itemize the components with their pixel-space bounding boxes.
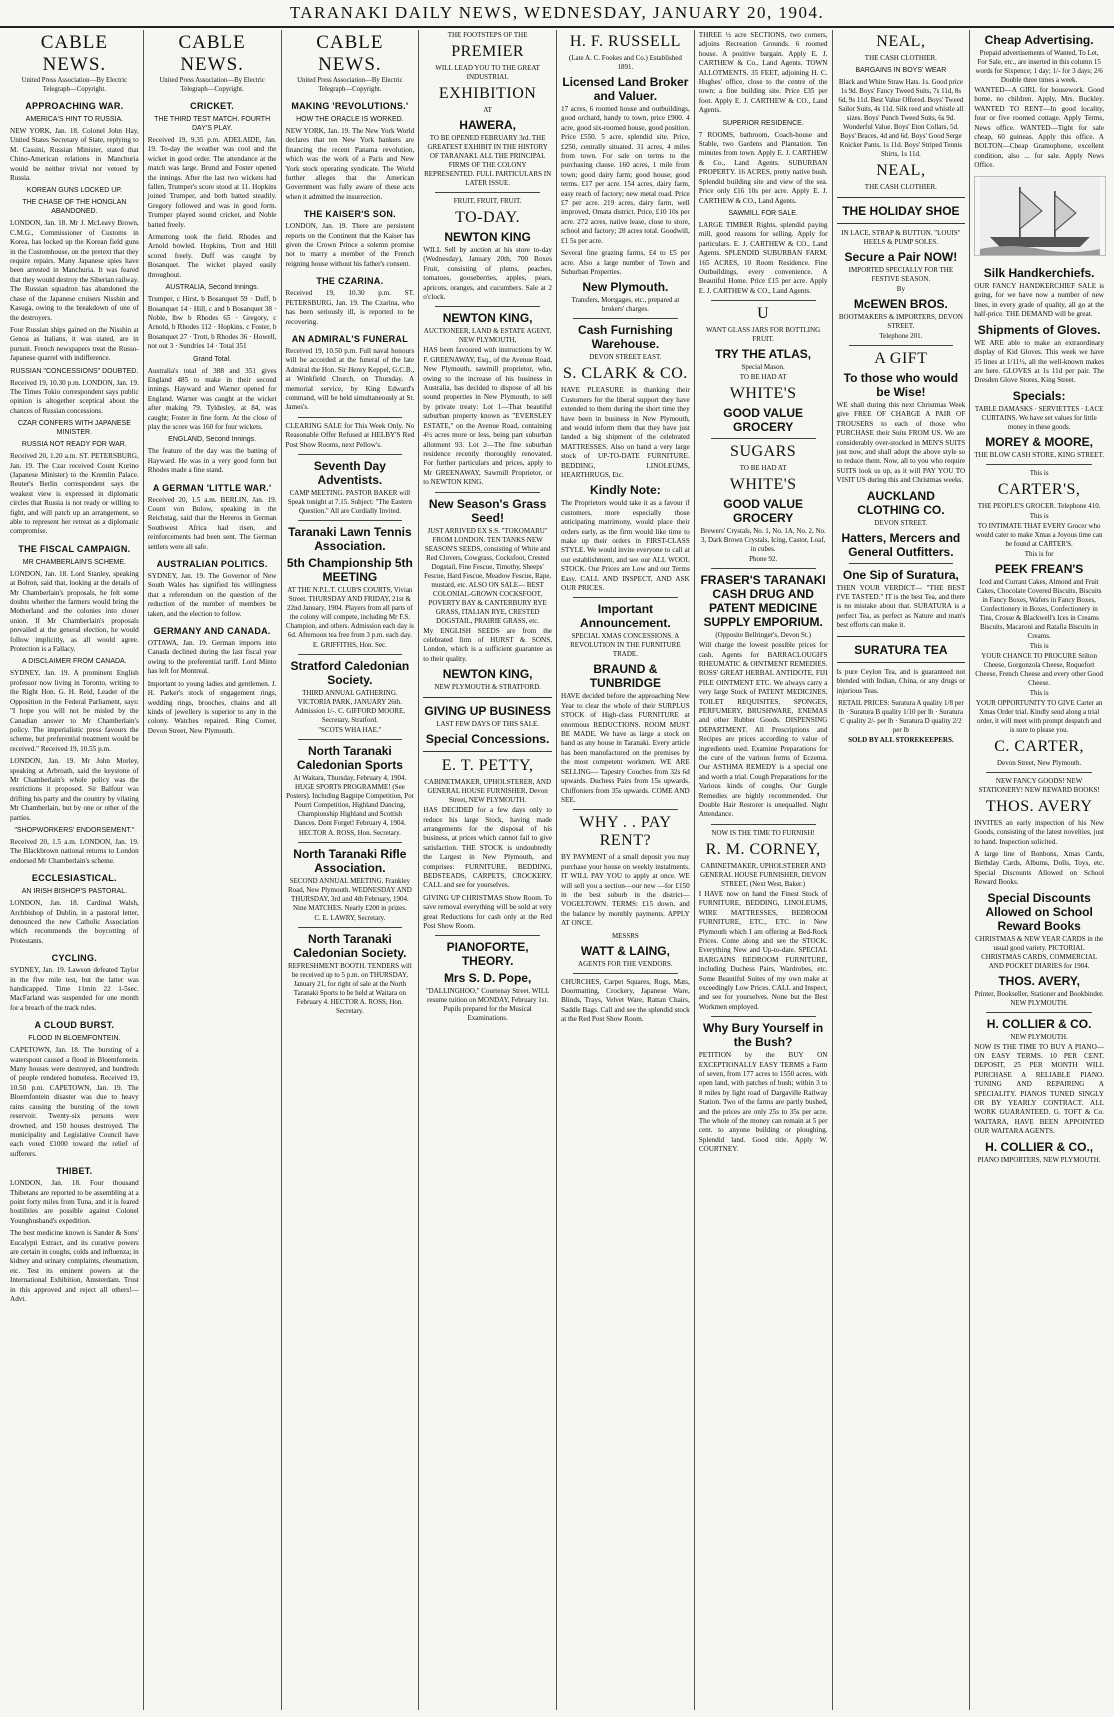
ad-body: Iced and Currant Cakes, Almond and Fruit Cakes, Chocolate Covered Biscuits, Biscuits in Fancy Boxes, Wafers in Fancy Boxes, Confectionery in Boxes, Confectionery in Tins, Crosse & Blackwell's Ices in Creams Biscuits, Macaroni and Ratafia Biscuits in Creams. [976,577,1102,640]
ad-body: BY PAYMENT of a small deposit you may purchase your house on weekly instalments. IT WILL PAY YOU to apply at once. WE will sell you a section—our new —for £150 in the best suburb in the district—VOGELTOWN. TERMS: £15 down, and the balance by monthly payments. APPLY AT ONCE. [561,853,690,928]
ad-tagline: "SCOTS WHA HAE." [318,725,382,734]
ad-body: 17 acres, 6 roomed house and outbuildings, good orchard, handy to town, price £900. 4 acre, good six-roomed house, good position. Price £550. 5 acre, splendid site. Price, £250, centrally situated. 31 acres, 4 miles from town. For sale on terms to the purchasing clause. 160 acres, 1 mile from town; good dairy farm; good house; good terms. £17 per acre. 154 acres, dairy farm, easy reach of factory; new metal road. Price £7 per acre. 219 acres, dairy farm, well improved, Omata district. Price, £10 10s per acre. 272 acres, native lease, close to store, school and factory; 28 acres total. Goodwill, £1 5s per acre. [561,105,690,245]
ad-title: New Season's Grass Seed! [428,496,547,525]
divider [298,654,403,655]
ad-title: North Taranaki Caledonian Society. [293,931,407,960]
ad-subtitle: THE PEOPLE'S GROCER. Telephone 410. [977,501,1101,510]
ad-title: WATT & LAING, [580,943,670,958]
ad-signature: C. E. LAWRY, Secretary. [314,913,386,922]
ad-title: H. F. RUSSELL [569,33,681,50]
ad-signature: E. GRIFFITHS, Hon. Sec. [312,640,387,649]
ad-footer: SOLD BY ALL STOREKEEPERS. [848,735,954,744]
ad-title: Cash Furnishing Warehouse. [578,323,673,352]
ad-subtitle: DEVON STREET. [874,518,928,527]
ad-body: TO INTIMATE THAT EVERY Grocer who would cater to make Xmas a Joyous time can be found at CARTER'S. [975,521,1103,548]
ad-kicker: This is [1029,468,1049,477]
column-8 [970,30,1108,1710]
divider [435,192,540,193]
section-heading: CYCLING. [51,953,98,964]
ad-title: Stratford Caledonian Society. [290,658,410,687]
ad-body: JUST ARRIVED EX S.S. "TOKOMARU" FROM LONDON. TEN TANKS NEW SEASON'S SEEDS, consisting of White and Red Clovers, Cowgrass, Cocksfoot, Crested Dogstail, Fine Fescue, Timothy, Sheeps' Fescue, Hard Fescue, Meadow Fescue, Rape, mustard, etc. ALSO ON SALE— BEST COLONIAL-GROWN COCKSFOOT, POVERTY BAY & CANTERBURY RYE GRASS, ITALIAN RYE, CRESTED DOGSTAIL, PRAIRIE GRASS, etc. [424,526,552,625]
ad-body: SPECIAL XMAS CONCESSIONS. A REVOLUTION IN THE FURNITURE TRADE. [570,632,681,659]
section-heading: MAKING 'REVOLUTIONS.' [291,101,409,111]
divider [573,973,678,974]
kicker: AUSTRALIA, Second Innings. [165,284,259,292]
article-paragraph: SYDNEY, Jan. 19. The Governor of New South Wales has signified his willingness that a referendum on the question of the reduction of the number of members be taken, and the election to follow. [147,572,277,618]
ad-body: WE shall during this next Christmas Week give FREE OF CHARGE A PAIR OF TROUSERS to each of those who PURCHASE their Suits FROM US. We are considerably over-stocked in MEN'S SUITS just now, and shall adopt the above style so to reduce them. Now, all to you who require SUITS look us up, as it will PAY YOU TO VISIT US during this and Christmas weeks. [836,401,966,485]
ad-body: At Waitara, Thursday, February 4, 1904. HUGE SPORTS PROGRAMME! (See Posters). Including Bagpipe Competition, Pot Pourri Competition, Highland Dancing, Championship Highland and Scottish Dances. Dont Forget! February 4, 1904. [286,773,414,827]
ad-subtitle: BOOTMAKERS & IMPORTERS, DEVON STREET. [838,313,963,330]
ad-subtitle: Printer, Bookseller, Stationer and Bookbinder. NEW PLYMOUTH. [974,989,1104,1007]
divider [711,824,816,825]
ad-title: NEWTON KING [444,230,531,244]
ad-title: C. CARTER, [994,737,1085,755]
ad-body: The Proprietors would take it as a favour if customers, more especially those anticipating matrimony, would place their orders early, as the firm would like time to make up their orders in FIRST-CLASS STYLE. We would invite everyone to call at our establishment, and see our ALL WOOL STOCK. Our Prices are Low and our Terms Easy. CALL AND INSPECT, AND ASK OUR PRICES. [561,499,690,593]
section-heading: A CLOUD BURST. [34,1020,115,1031]
ad-body: AT [483,106,492,114]
ad-subtitle: (Opposite Bellringer's, Devon St.) [715,631,811,640]
article-paragraph: Four Russian ships gained on the Nisshin at Genoa as Italians, it was stated, are in pursuit. French newspapers treat the Russo-Japanese quarrel with indifference. [10,325,139,363]
ad-body: YOUR CHANCE TO PROCURE Stilton Cheese, Gorgonzola Cheese, Roquefort Cheese, French Cheese and every other Good Cheese. [975,651,1103,687]
ad-body: TO BE HAD AT [739,464,787,473]
ad-body: THEN YOUR VERDICT— "THE BEST I'VE TASTED." IT is the best Tea, and there is no mistake about that. SURATURA is a perfect Tea, as perfect as Nature and man's best efforts can make it. [836,583,966,630]
ad-tagline: GOOD VALUE GROCERY [723,497,804,526]
article-paragraph: Received 20, 1.5 a.m. LONDON, Jan. 19. The Blackbrown national returns to London endorsed Mr Chamberlain's scheme. [10,837,139,865]
ad-title: H. COLLIER & CO. [986,1016,1092,1031]
ad-title: TO-DAY. [455,209,521,226]
ad-kicker: This is for [1024,549,1054,558]
article-paragraph: LONDON, Jan. 18. Cardinal Walsh, Archbishop of Dublin, in a pastoral letter, denounced the new Catholic Association which recommends the boycotting of Protestants. [10,899,139,945]
ad-body: By [896,285,905,293]
ad-subtitle: DEVON STREET EAST. [589,353,662,362]
ad-title: H. COLLIER & CO., [985,1139,1094,1154]
ad-title: GIVING UP BUSINESS [424,704,551,719]
divider [435,935,540,936]
divider [298,927,403,928]
ad-body: Is pure Ceylon Tea, and is guaranteed not blended with Indian, China, or any drugs or injurious Teas. [836,667,966,695]
ad-title: North Taranaki Caledonian Sports [296,743,403,772]
ad-title: WHITE'S [729,385,797,403]
ad-title: North Taranaki Rifle Association. [293,846,407,875]
section-heading: ECCLESIASTICAL. [31,873,117,884]
ad-body: GIVING UP CHRISTMAS Show Room. To save removal everything will be sold at very great Reductions for cash only at the Red Post Show Room. [423,893,552,931]
divider [298,417,403,418]
article-paragraph: Armstrong took the field. Rhodes and Arnold bowled. Hopkins, Trott and Hill scored freely. Duff was caught by Bosanquet. The wicket played easily throughout. [147,233,277,279]
ad-title: NEAL, [876,162,926,179]
scorecard: Trumper, c Hirst, b Bosanquet 59 · Duff, b Bosanquet 14 · Hill, c and b Bosanquet 38 · Noble, lbw b Rhodes 65 · Gregory, c Arnold, b Rhodes 112 · Hopkins, c Foster, b Bosanquet 27 · Trott, b Rhodes 36 · Howell, not out 3 · Sundries 14 · Total 351 [147,295,277,351]
ad-title: Taranaki Lawn Tennis Association. [288,524,412,553]
column-1 [6,30,144,1710]
kicker: RUSSIA NOT READY FOR WAR. [21,441,127,449]
kicker: Grand Total. [193,355,232,363]
ad-body: TO BE OPENED FEBRUARY 3rd. THE GREATEST EXHIBIT IN THE HISTORY OF TARANAKI. ALL THE PRINCIPAL FIRMS OF THE COLONY REPRESENTED. FULL PARTICULARS IN LATER ISSUE. [424,134,552,187]
divider [298,842,403,843]
divider [711,568,816,569]
column-6 [695,30,833,1710]
column-5 [557,30,695,1710]
article-paragraph: LONDON, Jan. 19. Mr John Morley, speaking at Arbroath, said the keystone of Mr Chamberlain's whole policy was the restrictions it proposed. Sir Balfour was drifting his party and the country by vilating Mr Chamberlain, but by one or other of the parties. [10,757,139,822]
article-paragraph: SYDNEY, Jan. 19. A prominent English professor now living in Toronto, writing to the Right Hon. G. H. Reid, Leader of the Opposition in the Federal Parliament, says: "I hope you will not be misled by the Canadian answer to Mr Chamberlain's policy. The imperialistic press favours the scheme, but preferential treatment would be received." Received 19, 10.55 p.m. [10,669,139,753]
ad-body: WILL Sell by auction at his store to-day (Wednesday), January 20th, 700 Boxes Fruit, consisting of plums, peaches, tomatoes, gooseberries, apples, pears, apricots, oranges, and cucumbers. Sale at 2 o'clock. [423,246,552,302]
ad-title: BRAUND & TUNBRIDGE [589,662,662,691]
article-paragraph: Received 19, 10.30 p.m. LONDON, Jan. 19. The Times Tokio correspondent says public opinion is altogether sceptical about the chances of Russian concessions. [10,378,139,415]
ad-title: Hatters, Mercers and General Outfitters. [841,530,961,559]
masthead: TARANAKI DAILY NEWS, WEDNESDAY, JANUARY 20, 1904. [0,0,1114,28]
divider [573,597,678,598]
ad-subtitle: NEW PLYMOUTH & STRATFORD. [434,683,541,692]
ad-subtitle: CABINETMAKER, UPHOLSTERER AND GENERAL HOUSE FURNISHER, DEVON STREET, (Next West, Baker.) [700,861,827,888]
column-heading: CABLE NEWS. [40,32,109,75]
ad-subtitle: (Late A. C. Fookes and Co.) Established 1891. [568,54,682,71]
kicker: "SHOPWORKERS' ENDORSEMENT." [14,826,135,834]
divider [435,306,540,307]
ad-body: "DALLINGHOO," Courtenay Street. WILL resume tuition on MONDAY, February 1st. Pupils prepared for the Musical Examinations. [425,987,550,1023]
article-paragraph: NEW YORK, Jan. 18. Colonel John Hay, United States Secretary of State, replying to M. Cassini, Russian Minister, stated that Chino-American relations in Manchuria would be neither trivial nor vetoed by Russia. [10,127,139,183]
divider [573,809,678,810]
section-heading: A GERMAN 'LITTLE WAR.' [152,482,272,493]
ad-title: Mrs S. D. Pope, [443,971,532,986]
ad-title: SUGARS [730,443,797,461]
ad-box [837,636,966,663]
ad-title: S. CLARK & CO. [562,365,688,383]
ad-title: Seventh Day Adventists. [313,458,386,487]
divider [298,520,403,521]
ad-subtitle: Special Mason. [741,363,785,372]
ad-body: SECOND ANNUAL MEETING. Frankley Road, New Plymouth. WEDNESDAY AND THURSDAY, 3rd and 4th February, 1904. Nine MATCHES. Nearly £200 in prizes. [287,876,412,912]
divider [298,739,403,740]
ad-kicker: This is [1029,641,1049,650]
column-2 [144,30,282,1710]
ad-title: Silk Handkerchiefs. [983,266,1095,281]
ad-title: R. M. CORNEY, [705,840,821,858]
article-paragraph: Received 20, 1.5 a.m. BERLIN, Jan. 19. Count von Bulow, speaking in the Reichstag, said that the Hereros in German Southwest Africa had risen, and reinforcements had been sent. The German settlers were all safe. [147,495,277,551]
ad-title: TRY THE ATLAS, [715,347,812,362]
ad-title: NEWTON KING, [442,311,533,326]
ad-title: A GIFT [874,350,928,367]
column-heading: CABLE NEWS. [178,32,246,75]
ad-subtitle: THE CASH CLOTHIER. [864,54,937,62]
kicker: HOW THE ORACLE IS WORKED. [296,116,404,123]
kicker: CZAR CONFERS WITH JAPANESE MINISTER. [17,420,131,437]
ad-body: 7 ROOMS, bathroom, Coach-house and Stable, two Gardens and Plantation. Ten minutes from town. Apply E. J. CARTHEW & Co., Land Agents. SUBURBAN PROPERTY. 16 ACRES, pretty native bush. Splendid building site and view of the sea. Price only £16 10s per acre. Apply E. J. CARTHEW & CO., Land Agents. [698,130,828,205]
article-paragraph: LONDON, Jan. 18. Mr J. McLeavy Brown, C.M.G., Commissioner of Customs in Korea, has locked up the Korean field guns in the Customhouse, on the pretext that they require repairs. Many Japanese spies have been arrested in Manchuria. It was feared that they would destroy the Siberian railway. The Russian squadron has abandoned the chase of the Japanese cruisers Nisshin and Kasuga, owing to the breakdown of one of the destroyers. [10,219,139,322]
ad-body: TO BE HAD AT [739,373,787,382]
ad-title: PREMIER [451,43,525,60]
section-heading: THE CZARINA. [316,276,384,287]
ad-title: Cheap Advertising. [984,33,1094,47]
ad-kicker: THE FOOTSTEPS OF THE [447,31,528,39]
article-paragraph: LONDON, Jan. 19. There are persistent reports on the Continent that the Kaiser has given the Crown Prince a solemn promise not to marry a member of the French reigning house without his father's consent. [285,222,415,268]
divider [435,492,540,493]
ad-kicker: This is [1029,688,1049,697]
ad-subtitle: SUPERIOR RESIDENCE. [722,119,804,127]
ad-subtitle: PIANO IMPORTERS, NEW PLYMOUTH. [977,1155,1101,1164]
column-7 [833,30,971,1710]
divider [711,300,816,301]
kicker: ENGLAND, Second Innings. [168,436,257,444]
ad-title: FRASER'S TARANAKI CASH DRUG AND PATENT MEDICINE SUPPLY EMPORIUM. [700,573,826,630]
ad-body: THREE ½ acre SECTIONS, two corners, adjoins Recreation Grounds. 6 roomed house. A positive bargain. Apply E. J. CARTHEW & Co., Land Agents. TOWN ALLOTMENTS. 35 FEET, adjoining H. C. Hughes' office, close to the centre of the town; a fine building site. Price £35 per foot. Apply E. J. CARTHEW & CO., Land Agents. [698,31,828,115]
ad-title: CARTER'S, [997,480,1081,498]
ad-kicker: This is [1029,511,1049,520]
article-paragraph: CAPETOWN, Jan. 18. The bursting of a waterspout caused a flood in Bloemfontein. Many houses were destroyed, and hundreds of people rendered homeless. Received 19, 10.50 p.m. CAPETOWN, Jan. 19. The Bloemfontein disaster was due to heavy rains causing the bursting of the town reservoir. Twenty-six persons were drowned, and 150 houses destroyed. The municipality and Legislative Council have each voted £1000 toward the relief of sufferers. [10,1046,139,1158]
ad-body: LARGE TIMBER Rights, splendid paying mill, good reasons for selling. Apply for particulars. E. J. CARTHEW & CO., Land Agents. SPLENDID SUBURBAN FARM. 165 ACRES, 10 Room Residence. Fine Outbuildings, every convenience. A Beautiful Home. Price £15 per acre. Apply E. J. CARTHEW & CO., Land Agents. [698,220,828,295]
kicker: KOREAN GUNS LOCKED UP. [26,187,122,195]
ad-subtitle: NEW PLYMOUTH. [1010,1032,1068,1041]
ad-body: A large line of Bonbons, Xmas Cards, Birthday Cards, Albums, Dolls, Toys, etc. Special Discounts Allowed on School Reward Books. [974,849,1104,887]
ad-body: Several fine grazing farms, £4 to £5 per acre. Also a large number of Town and Suburban Properties. [561,249,690,276]
advertisement-paragraph: Important to young ladies and gentlemen. J. H. Parker's stock of engagement rings, wedding rings, brooches, chains and all kinds of jewellery is superior to any in the colony. Watches repaired. Ring Corner, Devon Street, New Plymouth. [147,679,277,735]
ad-subtitle: THE BLOW CASH STORE, KING STREET. [974,450,1104,459]
ad-body: IN LACE, STRAP & BUTTON. "LOUIS" HEELS & PUMP SOLES. [841,229,961,246]
ad-subtitle: AUCTIONEER, LAND & ESTATE AGENT, NEW PLYMOUTH, [423,327,552,345]
ad-phone: Telephone 201. [879,332,923,340]
ad-title: PIANOFORTE, THEORY. [446,940,529,969]
ad-body: Will charge the lowest possible prices for cash. Agents for BARRACLOUGH'S RHEUMATIC & OINTMENT REMEDIES. ROSS' GREAT HERBAL ANTIDOTE, FIJI PILE OINTMENT ETC. We always carry a very large Stock of PATENT MEDICINES, TOILET REQUISITES, SPONGES, PERFUMERY, BRUSHWARE, ENEMAS and other Rubber Goods. DISPENSING DEPARTMENT. All Prescriptions and Recipes are prices according to value of ingredients used. Examine Preparations for the cure of the various forms of Eczema. Our ASTHMA REMEDY is a special one and worth a trial. Cough Preparations for the Various kinds of coughs. Our Gurgle Remedies are highly recommended. Our Double Hair Restorer is unequalled. Night Attendance. [698,641,828,819]
ad-title: New Plymouth. [582,280,669,295]
ad-subtitle: Devon Street, New Plymouth. [997,758,1082,767]
divider [849,563,954,564]
ad-title: Licensed Land Broker and Valuer. [562,75,689,103]
ad-body: My ENGLISH SEEDS are from the celebrated firm of HURST & SONS, London, which is a sufficient guarantee as to their quality. [423,626,552,663]
section-heading: THE KAISER'S SON. [303,209,396,220]
kicker: AN IRISH BISHOP'S PASTORAL. [21,888,128,896]
kicker: THE THIRD TEST MATCH. FOURTH DAY'S PLAY. [154,116,271,132]
ad-title: Why Bury Yourself in the Bush? [703,1021,824,1050]
divider [711,438,816,439]
ad-title: PEEK FREAN'S [995,561,1084,576]
ad-body: NEW FANCY GOODS! NEW STATIONERY! NEW REWARD BOOKS! [978,776,1100,794]
divider [986,464,1092,465]
ad-body: HAS been favoured with instructions by W. F. GREENAWAY, Esq., of the Avenue Road, New Plymouth, sawmill proprietor, who, owing to the increase of his business in Australia, has decided to dispose of all his sound properties in New Plymouth, to sell by private treaty: Lot 1—That beautiful suburban property known as "EVERSLEY ESTATE," on the Avenue Road, containing 4½ acres more or less, being part suburban allotment 93. Lot 2—The fine suburban residence recently thoroughly renovated. For further particulars and prices, apply to Mr GREENAWAY, Sawmill Proprietor, or to NEWTON KING. [423,346,552,487]
ad-title: Special Concessions. [425,732,550,747]
ad-title: McEWEN BROS. [853,297,948,311]
classified-list: WANTED—A GIRL for housework. Good home, no children. Apply, Mrs. Buckley. WANTED TO RENT—In good locality, four or five roomed cottage. Apply Terms, News office. WANTED—Tight for sale cheap, 60 guineas. Apply this office. A BOLTON—Cheap Gramophone, excellent condition, also ... for sale. Apply News Office. [974,86,1104,170]
ad-body: INVITES an early inspection of his New Goods, consisting of the latest novelties, just to hand. Inspection solicited. [974,818,1104,846]
ad-box [423,697,552,752]
ad-title: THOS. AVERY [985,797,1093,815]
section-heading: AN ADMIRAL'S FUNERAL [291,333,409,344]
article-paragraph: OTTAWA, Jan. 19. German imports into Canada declined during the last fiscal year owing to the preferential tariff. Lord Minto has left for Montreal. [147,639,277,676]
ad-phone: Phone 92. [749,555,778,564]
ad-kicker: NOW IS THE TIME TO FURNISH! [711,828,815,837]
ad-body: THIRD ANNUAL GATHERING. VICTORIA PARK, JANUARY 26th. Admission 1/-. C. GIFFORD MOORE, Secretary, Stratford. [294,688,405,724]
ad-title: E. T. PETTY, [441,757,534,775]
kicker: MR CHAMBERLAIN'S SCHEME. [22,558,126,566]
ad-title: HAWERA, [459,118,516,132]
ad-subtitle: LAST FEW DAYS OF THIS SALE. [436,720,540,729]
article-paragraph: SYDNEY, Jan. 19. Lawson defeated Taylor in the five mile test, but the latter was handicapped. Time 11min 22 1-5sec. MacFarland was suspended for one month for a breach of the track rules. [10,966,139,1012]
article-paragraph: Received 20, 1.20 a.m. ST. PETERSBURG, Jan. 19. The Czar received Count Kurino (Japanese Minister) to the Kremlin Palace. Reuter's Berlin correspondent says the weakest view is expressed in diplomatic circles that Russia is not ready or willing to fight, and will patch up an arrangement, so able to represent her retreat as a diplomatic compromise. [10,452,139,536]
ad-tagline: GOOD VALUE GROCERY [723,406,804,435]
ad-subtitle: BARGAINS IN BOYS' WEAR [855,67,947,74]
ship-illustration [974,176,1106,256]
ad-title: NEWTON KING, [442,667,533,682]
article-paragraph: NEW YORK, Jan. 19. The New York World declares that ten New York bankers are financing the recent Panama revolution, which was the work of a Paris and New York stock operating syndicate. The World further alleges that the American Government was fully aware of these acts when it admitted the insurrection. [285,127,415,201]
column-heading: CABLE NEWS. [316,32,384,75]
divider [986,772,1092,773]
kicker: THE CHASE OF THE HONGLAN ABANDONED. [22,199,127,216]
ad-title: WHITE'S [729,476,797,494]
ad-title: One Sip of Suratura, [842,567,959,582]
ad-kicker: FRUIT, FRUIT, FRUIT. [453,197,522,205]
ad-title: Secure a Pair NOW! [844,250,958,264]
ad-body: IMPORTED SPECIALLY FOR THE FESTIVE SEASON. [848,266,954,283]
ad-subtitle: CABINETMAKER, UPHOLSTERER, AND GENERAL HOUSE FURNISHER, Devon Street, NEW PLYMOUTH. [424,778,552,805]
ad-body: Prepaid advertisements of Wanted, To Let, For Sale, etc., are inserted in this column 15 words for Sixpence; 1 day; 1/- for 3 days; 2/6 Double three times a week. [975,49,1103,84]
price-list: RETAIL PRICES: Suratura A quality 1/8 per lb · Suratura B quality 1/10 per lb · Suratura C quality 2/- per lb · Suratura D quality 2/2 per lb [838,698,964,734]
article-paragraph: LONDON, Jan. 18. Four thousand Thibetans are reported to be assembling at a point forty miles from Tuna, and it is feared hostilities are possible against Colonel Younghusband's expedition. [10,1179,139,1225]
ad-title: NEAL, [876,33,926,50]
column-4 [419,30,557,1710]
section-heading: THIBET. [56,1166,93,1177]
divider [849,345,954,346]
section-heading: CRICKET. [190,101,235,111]
ad-body: AT THE N.P.L.T. CLUB'S COURTS, Vivian Street. THURSDAY AND FRIDAY, 21st & 22nd January, 1904. Players from all parts of the colony will compete, including Mr F.S. Champion, and others. Admission each day is 6d. Afternoon tea free from 3 p.m. each day. [285,585,414,639]
ad-title: Special Discounts Allowed on School Reward Books [985,890,1093,933]
ad-body: HAVE PLEASURE in thanking their Customers for the liberal support they have extended to them during the short time they have been in business in New Plymouth, and would inform them that they have just landed a big shipment of the celebrated MATTRESSES. Also on hand a very large stock of UP-TO-DATE FURNITURE. BEDDING, LINOLEUMS, HEARTHRUGS, Etc. [561,386,690,479]
ad-subtitle: To those who would be Wise! [843,371,959,399]
article-paragraph: LONDON, Jan. 18. Lord Stanley, speaking at Bolton, said that, looking at the details of Mr Chamberlain's proposals, he felt some doubts whether the farmers would bring the Motherland and the colonies into closer union. If Mr Chamberlain's proposals prevailed at the general election, he would follow implicitly, as all would agree. Protection is a Fallacy. [10,569,139,654]
column-subheading: United Press Association—By Electric Telegraph—Copyright. [297,77,403,93]
column-subheading: United Press Association—By Electric Telegraph—Copyright. [21,77,128,93]
ad-signature: HECTOR A. ROSS, Hon. Secretary. [298,828,401,837]
ad-body: WILL LEAD YOU TO THE GREAT INDUSTRIAL [435,64,540,81]
article-paragraph: Received 19, 9.35 p.m. ADELAIDE, Jan. 19. To-day the weather was cool and the wicket in good order. The attendance at the match was large. Brund and Foster opened the innings. After the last two wickets had fallen, Trumper's score stood at 11. Hopkins joined Trumper, and both batted steadily. Gregory followed and was in good form. Trumper played sound cricket, and Noble batted freely. [147,136,277,229]
kicker: A DISCLAIMER FROM CANADA. [22,658,127,666]
kicker: RUSSIAN "CONCESSIONS" DOUBTED. [10,367,139,375]
ad-body: Black and White Straw Hats. 1s. Good price 1s 9d. Boys' Fancy Tweed Suits, 7s 11d, 8s 6d, 9s 11d. Best Value Offered. Boys' Tweed Sailor Suits, 4s 11d. Silk reed and whistle all sizes. Boys' Punch Tweed Suits, 6s 9d. Wonderful Value. Boys' Eton Collars, 5d. Boys' Braces, 4d and 6d. Boys' Good Serge Knicker Pants, 1s 11d. Boys' Striped Tennis Shirts, 1s 11d. [838,78,964,158]
ad-title: 5th Championship 5th MEETING [286,555,413,584]
ad-title: Shipments of Gloves. [977,322,1101,337]
ad-body: HAVE decided before the approaching New Year to clear the whole of their SURPLUS STOCK of High-class FURNITURE at enormous REDUCTIONS. ROOM MUST BE MADE. We have as large a stock on hand as any house in Taranaki. Every article has been manufactured on the premises by the most competent workmen. WE ARE SELLING— Tapestry Couches from 32s 6d upwards. Duchess Pairs from 15s upwards. Chiffoniers from 35s upwards. COME AND SEE. [561,692,690,804]
ad-body: OUR FANCY HANDKERCHIEF SALE is going, for we have now a number of new lines, in every grade of quality, all go at the half-price. THE DEMAND will be great. [974,282,1104,319]
ad-kicker: MESSRS [611,931,639,940]
section-heading: GERMANY AND CANADA. [153,626,271,637]
kicker: FLOOD IN BLOEMFONTEIN. [28,1035,121,1043]
ad-body: TABLE DAMASKS · SERVIETTES · LACE CURTAINS. We have set values for little money in these goods. [974,404,1104,431]
section-heading: THE FISCAL CAMPAIGN. [18,543,131,554]
section-heading: AUSTRALIAN POLITICS. [156,559,268,570]
ad-body: HAS DECIDED for a few days only to reduce his large Stock, having made arrangements for the disposal of his business, at prices which cannot fail to give satisfaction. THE STOCK is undoubtedly the Largest in New Plymouth, and comprises: FURNITURE, BEDDING, BEDSTEADS, CARPETS, CROCKERY. CALL and see for yourselves. [423,806,552,890]
ad-body: I HAVE now on hand the Finest Stock of FURNITURE, BEDDING, LINOLEUMS, WIRE MATTRESSES, BEDROOM FURNITURE, ETC., ETC. in New Plymouth which I am offering at Bed-Rock Prices. Come along and see the STOCK. Everything New and Up-to-date. SPECIAL BARGAINS BEDROOM FURNITURE, including Duchess Pairs, Wardrobes, etc. Some Beautiful Suites of my own make at exceedingly Low Prices. CALL and Inspect, and see for yourselves. None but the Best Workmen employed. [698,889,828,1011]
ad-body: CHURCHES, Carpet Squares, Rugs, Mats, Doormatting, Crockery, Japanese Ware, Blinds, Trays, Velvet Ware, Rattan Chairs, Saddle Bags. Call and see the splendid stock at the Red Post Show Room. [561,977,690,1024]
columns [6,30,1108,1710]
ad-subtitle: SAWMILL FOR SALE. [728,209,798,217]
article-paragraph: Australia's total of 388 and 351 gives England 485 to make in their second innings. Hayward and Warner opened for England. Warner was caught at the wicket after making 79. Tyldesley, at 84, was caught; Foster in fine form. At the close of play the score was 160 for four wickets. [147,366,277,431]
ad-mark: U [757,305,770,323]
ad-title: AUCKLAND CLOTHING CO. [857,488,945,517]
divider [298,454,403,455]
advertisement-paragraph: CLEARING SALE for This Week Only. No Reasonable Offer Refused at HELBY'S Red Post Show Rooms, next Pellow's. [285,421,415,449]
ad-body: CAMP MEETING. PASTOR BAKER will Speak tonight at 7.15. Subject: "The Eastern Question." All are Cordially Invited. [287,488,412,515]
ad-title: MOREY & MOORE, [985,434,1094,449]
article-paragraph: Received 19, 10.50 p.m. Full naval honours will be accorded at the funeral of the late Admiral the Hon. Sir Henry Keppel, G.C.B., at Winkfield Church, on Thursday. A memorial service, by King Edward's command, will be held simultaneously at St. James's. [285,346,415,412]
article-paragraph: Received 19, 10.30 p.m. ST. PETERSBURG, Jan. 19. The Czarina, who has been seriously ill, is reported to be recovering. [285,289,415,326]
ad-title: Specials: [1012,388,1066,403]
divider [986,1012,1092,1013]
ad-title: THOS. AVERY, [998,973,1080,988]
divider [711,1016,816,1017]
divider [573,318,678,319]
ad-body: WE ARE able to make an extraordinary display of Kid Gloves. This week we have 15 lines at 1/11½, all the well-known makes are here. GLOVES at 1s 11d per pair. The Dresden Glove Stores, King Street. [974,338,1104,385]
column-subheading: United Press Association—By Electric Telegraph—Copyright. [159,77,265,93]
ad-title: WHY . . PAY RENT? [579,814,672,850]
ad-body: REFRESHMENT BOOTH. TENDERS will be received up to 5 p.m. on THURSDAY, January 21, for right of sale at the North Taranaki Sports to be held at Waitara on February 4. HECTOR A. ROSS, Hon. Secretary. [287,961,412,1015]
ad-title: Kindly Note: [590,483,661,498]
article-paragraph: The feature of the day was the batting of Hayward. He was in a very good form but Rhodes made a fine stand. [147,447,277,475]
section-heading: APPROACHING WAR. [25,101,124,111]
ad-subtitle: THE CASH CLOTHIER. [864,183,937,191]
ad-body: Brewers' Crystals, No. 1, No. 1A, No. 2, No. 3, Dark Brown Crystals, Icing, Castor, Loaf, in cubes. [700,527,826,554]
ad-subtitle: AGENTS FOR THE VENDORS. [578,959,673,968]
ad-title: THE HOLIDAY SHOE [842,204,960,218]
ad-body: CHRISTMAS & NEW YEAR CARDS in the usual good variety. PICTORIAL CHRISTMAS CARDS, COMMERCIAL AND POCKET DIARIES for 1904. [975,934,1104,970]
kicker: AMERICA'S HINT TO RUSSIA. [25,116,124,123]
column-3 [282,30,420,1710]
ad-title: SURATURA TEA [854,642,948,657]
ad-body: WANT GLASS JARS FOR BOTTLING FRUIT. [706,326,821,344]
advertisement-paragraph: The best medicine known is Sander & Sons' Eucalypti Extract, and its curative powers are certain in coughs, colds and influenza; in kidney and urinary complaints, rheumatism, etc. Test its eminent powers at the International Exhibition, Amsterdam. Trust in this approved and reject all others!—Advt. [10,1229,139,1303]
ad-title: Important Announcement. [580,602,671,631]
ad-body: Transfers, Mortgages, etc., prepared at brokers' charges. [571,296,680,314]
ad-title: EXHIBITION [438,85,537,102]
ad-body: YOUR OPPORTUNITY TO GIVE Carter an Xmas Order trial. Kindly send along a trial order, it will meet with prompt despatch and is sure to please you. [975,698,1103,734]
ad-body: PETITION by the BUY ON EXCEPTIONALLY EASY TERMS a Farm of seven, from 177 acres to 1550 acres, with open land, with patches of bush; within 3 to 8 miles by light road of Dargaville Railway Station. Two of the farms are partly bushed, and the prices are only 25s to 35s per acre. The whole of the money can remain at 5 per cent. to anyone building or ploughing. Splendid land. Good title. Apply W. COURTNEY. [698,1051,828,1154]
ad-box [837,197,966,224]
ad-body: NOW IS THE TIME TO BUY A PIANO—ON EASY TERMS. 10 PER CENT. DEPOSIT, 25 PER MONTH WILL PURCHASE A RELIABLE PIANO. TUNING AND REPAIRING A SPECIALITY. PIANOS TUNED SINGLY OR BY YEARLY CONTRACT. ALL WORK GUARANTEED. G. TOFT & Co. WAITARA, HAVE BEEN APPOINTED OUR WAITARA AGENTS. [974,1042,1104,1136]
